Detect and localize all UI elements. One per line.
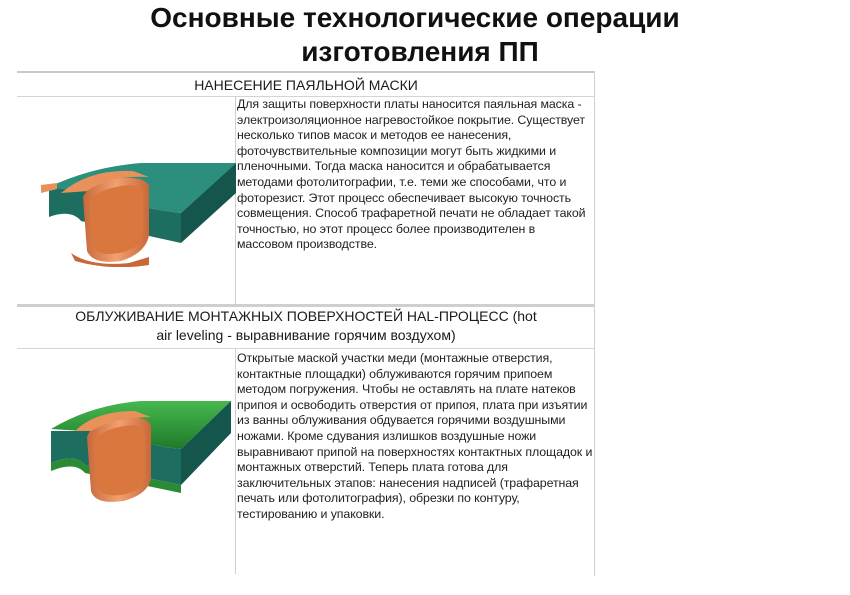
process-panel bbox=[17, 71, 595, 576]
section1-description: Для защиты поверхности платы наносится паяльная маска - электроизоляционное нагревостойкое покрытие. Существует несколько типов масок и методов ее нанесения, фоточувствительные композиции могут быть жидкими и пленочными. Тогда маска наносится и обрабатывается методами фотолитографии, т.е. теми же способами, что и фоторезист. Этот процесс обеспечивает высокую точность совмещения. Способ трафаретной печати не обладает такой точностью, но этот процесс более производителен в массовом производстве. bbox=[237, 97, 586, 252]
section2-header bbox=[17, 307, 595, 345]
panel-top-border bbox=[17, 71, 595, 73]
section1-header: НАНЕСЕНИЕ ПАЯЛЬНОЙ МАСКИ bbox=[194, 77, 418, 93]
section2-description: Открытые маской участки меди (монтажные отверстия, контактные площадки) облуживаются горячим припоем методом погружения. Чтобы не оставлять на плате натеков припоя и освободить отверстия от припоя, плата при изъятии из ванны облуживания обдувается горячими воздушными ножами. Кроме сдувания излишков воздушные ножи выравнивают припой на поверхностях контактных площадок и монтажных отверстий. Теперь плата готова для заключительных этапов: нанесения надписей (трафаретная печать или фотолитография), обрезки по контуру, тестированию и упаковки. bbox=[237, 351, 593, 521]
slide-title-line2: изготовления ПП bbox=[301, 36, 539, 67]
section2-header-line1: ОБЛУЖИВАНИЕ МОНТАЖНЫХ ПОВЕРХНОСТЕЙ HAL-ПРОЦЕСС (hot bbox=[75, 308, 537, 324]
header2-divider bbox=[17, 348, 595, 349]
pcb-via-cross-section-icon bbox=[31, 157, 237, 267]
slide-title bbox=[0, 0, 850, 69]
slide-title-line1: Основные технологические операции bbox=[150, 2, 680, 33]
pcb-via-hal-coated-icon bbox=[31, 387, 237, 507]
section2-header-line2: air leveling - выравнивание горячим воздухом) bbox=[156, 327, 456, 343]
